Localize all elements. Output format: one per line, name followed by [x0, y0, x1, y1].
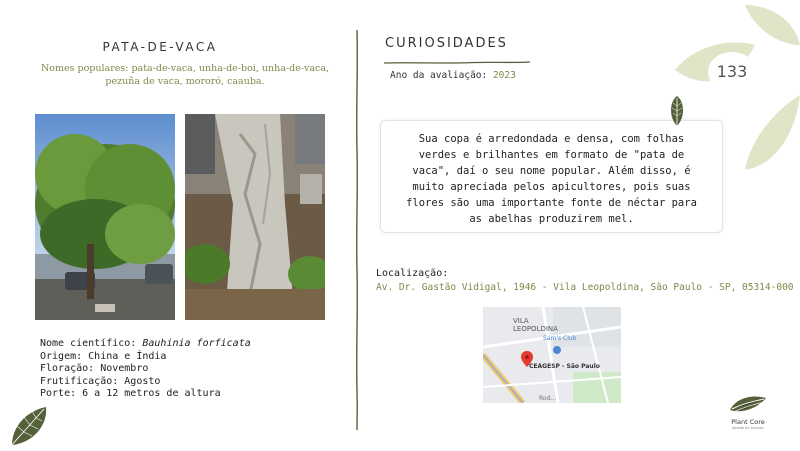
page-number-badge: [708, 52, 756, 92]
title-underline: [384, 52, 530, 60]
scientific-name: Nome científico: Bauhinia forficata: [40, 338, 251, 349]
flowering: Floração: Novembro: [40, 363, 149, 374]
map-district-2: LEOPOLDINA: [513, 325, 558, 333]
map-district: VILA: [513, 317, 529, 325]
leaf-icon-bottom: [8, 405, 48, 447]
fruiting: Frutificação: Agosto: [40, 375, 161, 387]
brand-tagline: gestão de árvores: [732, 426, 764, 430]
map-poi-store: Sam's Club: [543, 335, 577, 342]
evaluation-year: Ano da avaliação: 2023: [390, 70, 516, 81]
curiosities-title: CURIOSIDADES: [385, 36, 508, 51]
location-map[interactable]: [483, 307, 621, 403]
map-poi-pin: CEAGESP - São Paulo: [529, 363, 600, 370]
species-title: PATA-DE-VACA: [102, 40, 218, 54]
curiosity-description: Sua copa é arredondada e densa, com folhas verdes e brilhantes em formato de "pata de vaca", daí o seu nome popular. Além disso, é muito apreciada pelos apicultores, pois suas flores são uma importante fonte de néctar para as abelhas produzirem mel.: [380, 120, 723, 233]
size: Porte: 6 a 12 metros de altura: [40, 388, 221, 399]
decorative-leaves: [670, 0, 800, 200]
location-address: Av. Dr. Gastão Vidigal, 1946 - Vila Leopoldina, São Paulo - SP, 05314-000: [376, 282, 794, 293]
store-icon: [553, 346, 561, 354]
leaf-icon: [668, 96, 686, 128]
badge-number: 133: [716, 62, 748, 81]
popular-names: Nomes populares: pata-de-vaca, unha-de-boi, unha-de-vaca, pezuña de vaca, mororó, caauba.: [40, 63, 330, 87]
tree-photo: [35, 114, 175, 320]
map-road: Rod...: [539, 395, 557, 402]
section-divider: [352, 30, 362, 430]
facts-list: [40, 338, 251, 401]
origin: Origem: China e Índia: [40, 350, 167, 362]
brand-name: Plant Core: [731, 418, 765, 426]
brand-logo: [718, 392, 778, 434]
location-label: Localização:: [376, 268, 449, 279]
logo-leaf-icon: [728, 392, 768, 414]
trunk-photo: [185, 114, 325, 320]
